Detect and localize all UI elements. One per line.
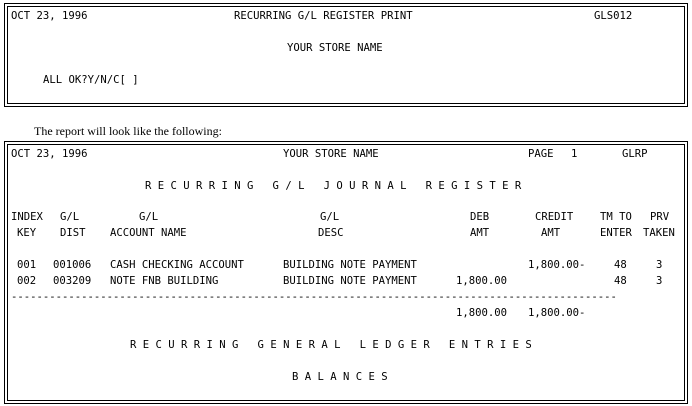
report-store-name: YOUR STORE NAME bbox=[283, 148, 379, 160]
row-gl-dist: 003209 bbox=[53, 275, 92, 287]
report-heading: R E C U R R I N G G / L J O U R N A L R E G I S T E R bbox=[145, 180, 522, 192]
row-tm-to-enter: 48 bbox=[614, 259, 627, 271]
confirm-prompt-input[interactable]: ALL OK?Y/N/C[ ] bbox=[43, 74, 139, 86]
col-desc-header-2: DESC bbox=[318, 227, 344, 239]
col-account-header-2: ACCOUNT NAME bbox=[110, 227, 187, 239]
col-index-header-1: INDEX bbox=[11, 211, 43, 223]
report-caption: The report will look like the following: bbox=[34, 124, 222, 138]
screen-title: RECURRING G/L REGISTER PRINT bbox=[234, 10, 413, 22]
row-prv-taken: 3 bbox=[656, 259, 663, 271]
col-desc-header-1: G/L bbox=[320, 211, 340, 223]
balances-heading: B A L A N C E S bbox=[292, 371, 388, 383]
separator-line: ----------------------------------------------------------------------------------------------- bbox=[11, 291, 617, 303]
row-debit: 1,800.00 bbox=[456, 275, 508, 287]
row-prv-taken: 3 bbox=[656, 275, 663, 287]
total-credit: 1,800.00- bbox=[528, 307, 586, 319]
col-index-header-2: KEY bbox=[17, 227, 37, 239]
total-debit: 1,800.00 bbox=[456, 307, 508, 319]
col-gl-header-2: DIST bbox=[60, 227, 86, 239]
col-credit-header-2: AMT bbox=[541, 227, 561, 239]
col-prv-header-1: PRV bbox=[650, 211, 670, 223]
col-credit-header-1: CREDIT bbox=[535, 211, 574, 223]
col-account-header-1: G/L bbox=[139, 211, 159, 223]
screen-date: OCT 23, 1996 bbox=[11, 10, 88, 22]
row-desc: BUILDING NOTE PAYMENT bbox=[283, 275, 417, 287]
row-desc: BUILDING NOTE PAYMENT bbox=[283, 259, 417, 271]
row-tm-to-enter: 48 bbox=[614, 275, 627, 287]
col-debit-header-1: DEB bbox=[470, 211, 490, 223]
report-page-label: PAGE bbox=[528, 148, 554, 160]
col-tm-header-1: TM TO bbox=[600, 211, 632, 223]
col-debit-header-2: AMT bbox=[470, 227, 490, 239]
row-account-name: NOTE FNB BUILDING bbox=[110, 275, 219, 287]
col-gl-header-1: G/L bbox=[60, 211, 80, 223]
screen-store-name: YOUR STORE NAME bbox=[287, 42, 383, 54]
screen-program-id: GLS012 bbox=[594, 10, 633, 22]
row-index: 001 bbox=[17, 259, 37, 271]
row-index: 002 bbox=[17, 275, 37, 287]
col-tm-header-2: ENTER bbox=[600, 227, 632, 239]
section-heading: R E C U R R I N G G E N E R A L L E D G E R E N T R I E S bbox=[130, 339, 532, 351]
report-date: OCT 23, 1996 bbox=[11, 148, 88, 160]
report-page-number: 1 bbox=[571, 148, 578, 160]
row-credit: 1,800.00- bbox=[528, 259, 586, 271]
row-gl-dist: 001006 bbox=[53, 259, 92, 271]
row-account-name: CASH CHECKING ACCOUNT bbox=[110, 259, 244, 271]
col-prv-header-2: TAKEN bbox=[643, 227, 675, 239]
report-id: GLRP bbox=[622, 148, 648, 160]
